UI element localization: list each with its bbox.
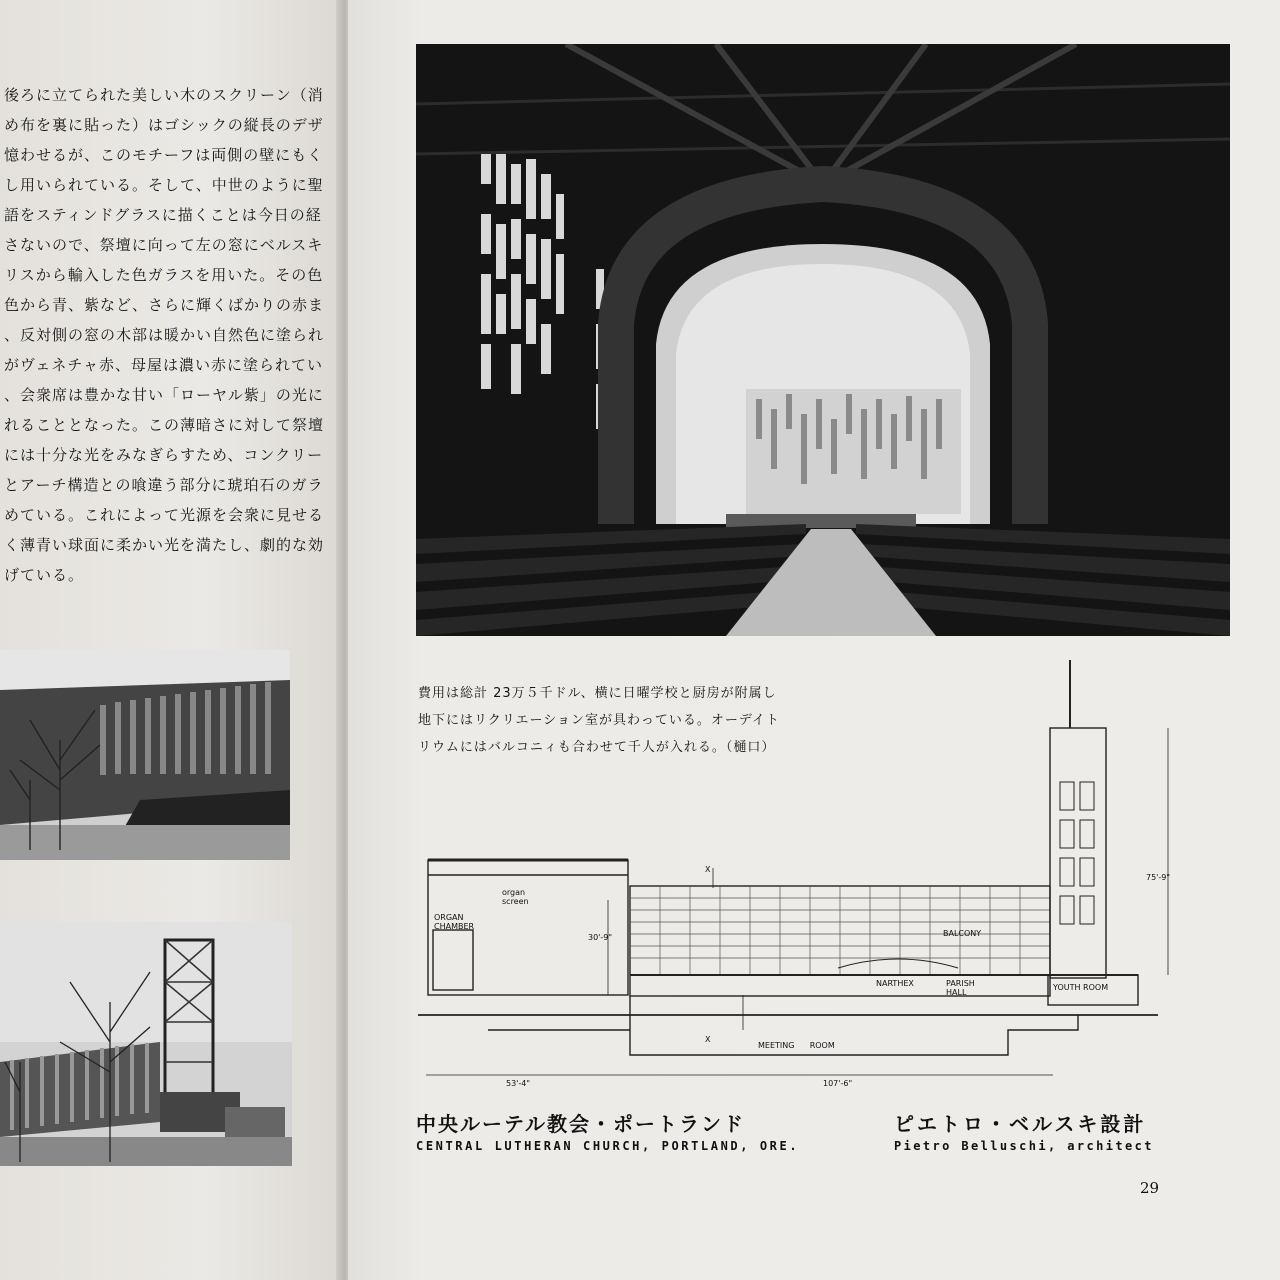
body-text-line: 後ろに立てられた美しい木のスクリーン（消 — [4, 86, 324, 104]
body-text-line: リスから輸入した色ガラスを用いた。その色 — [4, 266, 324, 284]
dimension-tower: 75'-9" — [1146, 873, 1171, 882]
dimension-left: 53'-4" — [506, 1079, 531, 1088]
interior-photo — [416, 44, 1230, 636]
body-text-line: げている。 — [4, 566, 85, 584]
label-organ-chamber-1: ORGAN — [434, 913, 464, 922]
section-mark-top: X — [705, 865, 711, 874]
body-text-line: 、反対側の窓の木部は暖かい自然色に塗られ — [4, 326, 325, 344]
section-mark-bottom: X — [705, 1035, 711, 1044]
dimension-height: 30'-9" — [588, 933, 613, 942]
dimension-right: 107'-6" — [823, 1079, 853, 1088]
title-japanese: 中央ルーテル教会・ポートランド — [416, 1112, 745, 1136]
label-organ-chamber-2: CHAMBER — [434, 922, 475, 931]
title-english: CENTRAL LUTHERAN CHURCH, PORTLAND, ORE. — [416, 1139, 800, 1153]
body-text — [4, 80, 334, 590]
body-text-line: 語をスティンドグラスに描くことは今日の経 — [4, 206, 322, 224]
label-meeting-room: MEETING ROOM — [758, 1041, 835, 1050]
body-text-line: 憶わせるが、このモチーフは両側の壁にもく — [4, 146, 324, 164]
body-text-line: めている。これによって光源を会衆に見せる — [4, 506, 325, 524]
label-parish-hall-2: HALL — [946, 988, 967, 997]
architect-japanese: ピエトロ・ベルスキ設計 — [894, 1112, 1147, 1136]
page-number: 29 — [1140, 1179, 1160, 1197]
body-text-line: め布を裏に貼った）はゴシックの縦長のデザ — [4, 116, 324, 134]
exterior-photo-top — [0, 650, 290, 860]
architect-english: Pietro Belluschi, architect — [894, 1139, 1154, 1153]
label-organ-screen-2: screen — [502, 897, 529, 906]
caption-line: 費用は総計 23万５千ドル、横に日曜学校と厨房が附属し — [418, 686, 777, 701]
caption-line: 地下にはリクリエーション室が具わっている。オーデイト — [418, 713, 780, 728]
body-text-line: には十分な光をみなぎらすため、コンクリー — [4, 446, 324, 464]
body-text-line: く薄青い球面に柔かい光を満たし、劇的な効 — [4, 536, 325, 554]
label-balcony: BALCONY — [943, 929, 982, 938]
label-youth-room: YOUTH ROOM — [1053, 983, 1109, 992]
body-text-line: し用いられている。そして、中世のように聖 — [4, 176, 324, 194]
body-text-line: さないので、祭壇に向って左の窓にベルスキ — [4, 236, 324, 254]
label-narthex: NARTHEX — [876, 979, 914, 988]
left-page — [0, 0, 340, 1280]
body-text-line: とアーチ構造との喰違う部分に琥珀石のガラ — [4, 476, 324, 494]
body-text-line: 、会衆席は豊かな甘い「ローヤル紫」の光に — [4, 386, 324, 404]
label-parish-hall-1: PARISH — [946, 979, 975, 988]
section-drawing — [398, 650, 1188, 1100]
body-text-line: がヴェネチャ赤、母屋は濃い赤に塗られてい — [4, 356, 323, 374]
body-text-line: れることとなった。この薄暗さに対して祭壇 — [4, 416, 325, 434]
label-organ-screen-1: organ — [502, 888, 526, 897]
body-text-line: 色から青、紫など、さらに輝くばかりの赤ま — [4, 296, 325, 314]
exterior-photo-bottom — [0, 922, 292, 1166]
caption-line: リウムにはバルコニィも合わせて千人が入れる。（樋口） — [418, 740, 776, 755]
